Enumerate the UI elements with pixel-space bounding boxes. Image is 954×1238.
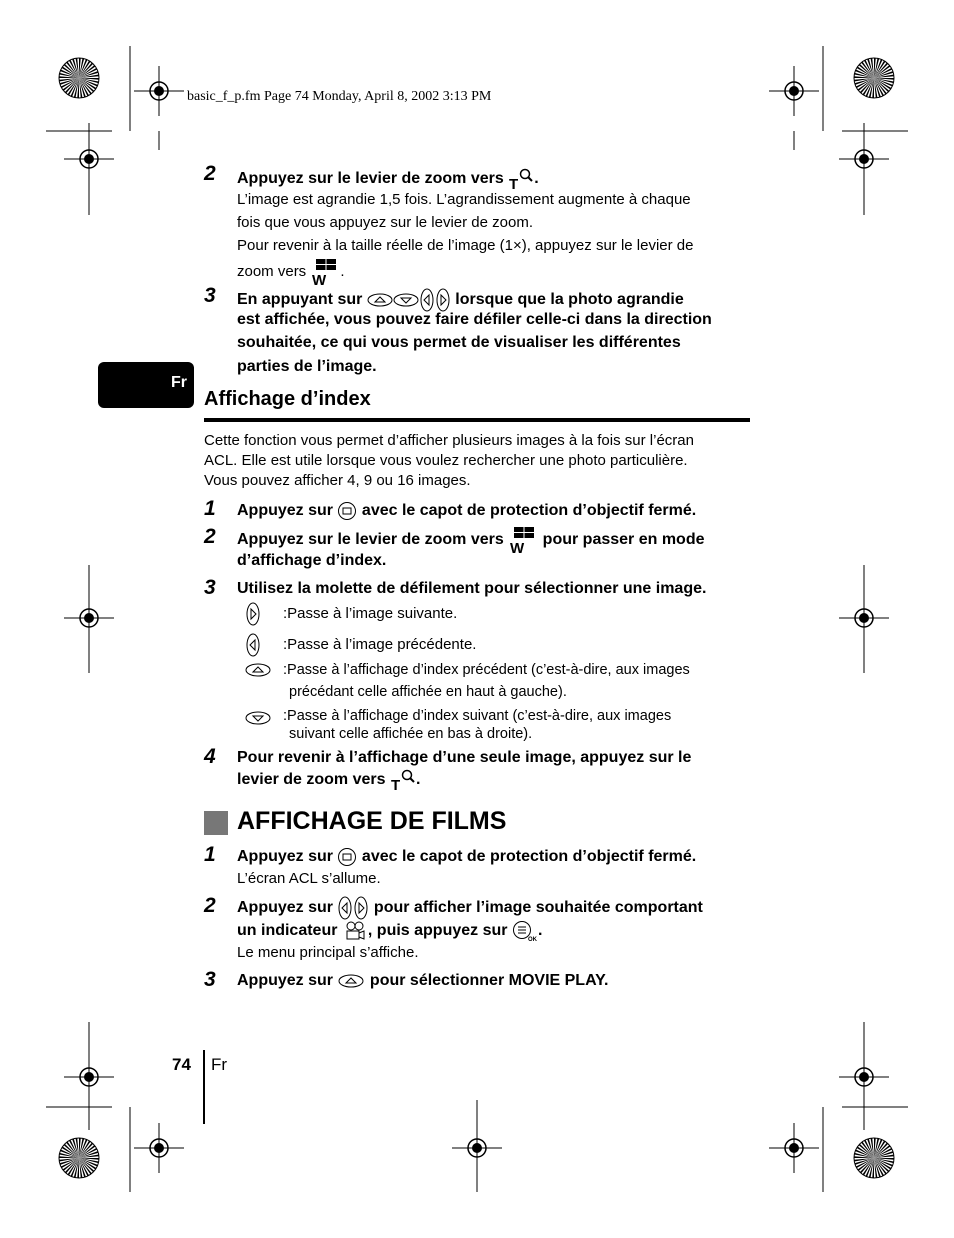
file-header: basic_f_p.fm Page 74 Monday, April 8, 2002 3:13 PM	[187, 89, 492, 104]
zoom-w-icon	[310, 263, 340, 286]
svg-text:W: W	[312, 272, 327, 286]
option-text: suivant celle affichée en bas à droite).	[289, 726, 533, 742]
up-arrow-icon	[367, 291, 393, 308]
playback-button-icon	[337, 502, 357, 519]
text-line: d’affichage d’index.	[237, 552, 387, 569]
up-arrow-icon	[244, 662, 272, 683]
step-number: 2	[204, 162, 216, 185]
text-line: Le menu principal s’affiche.	[237, 944, 419, 961]
intro-line: Vous pouvez afficher 4, 9 ou 16 images.	[204, 472, 471, 489]
svg-text:W: W	[510, 540, 525, 554]
language-tab: Fr	[98, 362, 194, 408]
step-number: 3	[204, 284, 216, 307]
option-text: :Passe à l’image suivante.	[283, 605, 458, 622]
section-marker	[204, 811, 228, 835]
text-line: zoom vers W .	[237, 258, 345, 286]
zoom-t-icon	[508, 170, 534, 191]
intro-line: Cette fonction vous permet d’afficher plusieurs images à la fois sur l’écran	[204, 432, 694, 449]
left-arrow-icon	[419, 291, 435, 308]
zoom-w-icon	[508, 531, 538, 554]
step-title: Utilisez la molette de défilement pour sélectionner une image.	[237, 580, 707, 597]
step-number: 4	[204, 745, 216, 768]
movie-icon	[342, 922, 368, 939]
step-title: Appuyez sur pour sélectionner MOVIE PLAY.	[237, 972, 609, 989]
down-arrow-icon	[393, 291, 419, 308]
step-title: Appuyez sur pour afficher l’image souhaitée comportant	[237, 896, 703, 920]
section-title: Affichage d’index	[204, 388, 371, 410]
step-title: Appuyez sur avec le capot de protection d’objectif fermé.	[237, 848, 697, 866]
text-line: levier de zoom vers T .	[237, 771, 421, 792]
section-title: AFFICHAGE DE FILMS	[237, 807, 507, 835]
svg-text:T: T	[509, 176, 519, 191]
down-arrow-icon	[244, 710, 272, 731]
step-number: 2	[204, 894, 216, 917]
step-number: 1	[204, 843, 216, 866]
step-title: Appuyez sur le levier de zoom vers T .	[237, 170, 539, 191]
option-text: précédant celle affichée en haut à gauche).	[289, 684, 567, 700]
intro-line: ACL. Elle est utile lorsque vous voulez rechercher une photo particulière.	[204, 452, 688, 469]
option-text: :Passe à l’affichage d’index précédent (c’est-à-dire, aux images	[283, 662, 690, 678]
page-language: Fr	[211, 1055, 228, 1074]
page-number: 74	[172, 1055, 191, 1074]
right-arrow-icon	[245, 602, 261, 631]
zoom-t-icon	[390, 771, 416, 792]
text-line: L’image est agrandie 1,5 fois. L’agrandissement augmente à chaque	[237, 191, 691, 208]
up-arrow-icon	[337, 972, 365, 989]
text-line: est affichée, vous pouvez faire défiler celle-ci dans la direction	[237, 311, 712, 328]
step-title: En appuyant sur lorsque que la photo agrandie	[237, 288, 684, 312]
text-line: Pour revenir à la taille réelle de l’image (1×), appuyez sur le levier de	[237, 237, 694, 254]
footer-divider	[203, 1050, 205, 1124]
step-number: 1	[204, 497, 216, 520]
playback-button-icon	[337, 848, 357, 865]
svg-text:T: T	[390, 777, 401, 792]
step-number: 3	[204, 968, 216, 991]
text-line: parties de l’image.	[237, 358, 377, 375]
right-arrow-icon	[435, 291, 451, 308]
left-arrow-icon	[245, 633, 261, 662]
step-number: 3	[204, 576, 216, 599]
svg-text:OK: OK	[527, 937, 537, 942]
left-arrow-icon	[337, 899, 353, 916]
step-title: Appuyez sur le levier de zoom vers W pour passer en mode	[237, 526, 705, 554]
step-title: Pour revenir à l’affichage d’une seule image, appuyez sur le	[237, 749, 692, 766]
step-title: Appuyez sur avec le capot de protection d’objectif fermé.	[237, 502, 697, 520]
option-text: :Passe à l’image précédente.	[283, 636, 477, 653]
ok-menu-button-icon	[512, 922, 538, 942]
right-arrow-icon	[353, 899, 369, 916]
text-line: un indicateur , puis appuyez sur OK .	[237, 922, 543, 942]
section-rule	[204, 418, 750, 422]
option-text: :Passe à l’affichage d’index suivant (c’est-à-dire, aux images	[283, 708, 672, 724]
step-number: 2	[204, 525, 216, 548]
text-line: souhaitée, ce qui vous permet de visualiser les différentes	[237, 334, 681, 351]
text-line: L’écran ACL s’allume.	[237, 870, 381, 887]
text-line: fois que vous appuyez sur le levier de zoom.	[237, 214, 533, 231]
